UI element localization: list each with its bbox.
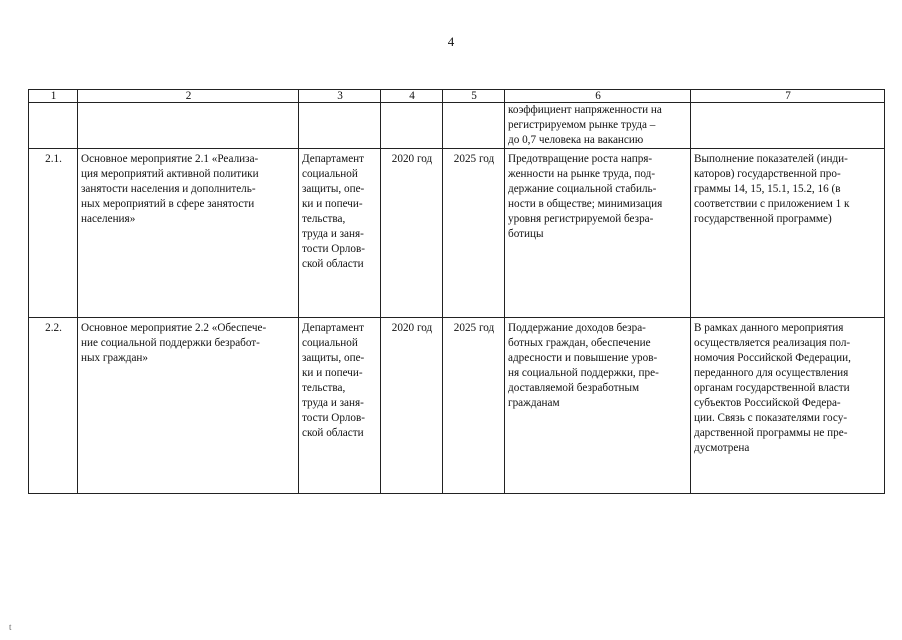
text-line: дусмотрена: [694, 442, 750, 454]
continuation-row: [29, 103, 885, 149]
text-line: тости Орлов-: [302, 412, 365, 424]
executor-cell: [299, 318, 381, 494]
text-line: адресности и повышение уров-: [508, 352, 658, 364]
text-line: осуществляется реализация пол-: [694, 337, 851, 349]
text-line: ция мероприятий активной политики: [81, 168, 259, 180]
header-col-1: 1: [29, 90, 78, 103]
text-line: Основное мероприятие 2.2 «Обеспече-: [81, 322, 267, 334]
text-line: ние социальной поддержки безработ-: [81, 337, 260, 349]
text-line: Департамент: [302, 153, 365, 165]
text-line: ки и попечи-: [302, 367, 363, 379]
text-line: до 0,7 человека на вакансию: [508, 134, 644, 146]
text-line: тельства,: [302, 213, 346, 225]
result-cell: [505, 318, 691, 494]
text-line: ня социальной поддержки, пре-: [508, 367, 659, 379]
text-line: держание социальной стабиль-: [508, 183, 657, 195]
text-line: Поддержание доходов безра-: [508, 322, 646, 334]
row-number: 2.2.: [29, 318, 78, 494]
text-line: тости Орлов-: [302, 243, 365, 255]
event-cell: [78, 149, 299, 318]
cont-cell-result: [505, 103, 691, 149]
program-table: [28, 89, 885, 494]
text-line: ской области: [302, 258, 364, 270]
text-line: В рамках данного мероприятия: [694, 322, 844, 334]
table-row-2-1: [29, 149, 885, 318]
end-year-cell: 2025 год: [443, 318, 505, 494]
header-col-6: 6: [505, 90, 691, 103]
text-line: гражданам: [508, 397, 560, 409]
table-header-row: [29, 90, 885, 103]
text-line: дарственной программы не пре-: [694, 427, 848, 439]
text-line: каторов) государственной про-: [694, 168, 841, 180]
text-line: Департамент: [302, 322, 365, 334]
text-line: соответствии с приложением 1 к: [694, 198, 850, 210]
text-line: коэффициент напряженности на: [508, 104, 662, 116]
text-line: государственной программе): [694, 213, 832, 225]
text-line: органам государственной власти: [694, 382, 850, 394]
text-line: уровня регистрируемой безра-: [508, 213, 654, 225]
cont-cell-1: [29, 103, 78, 149]
text-line: Выполнение показателей (инди-: [694, 153, 848, 165]
end-year-cell: 2025 год: [443, 149, 505, 318]
text-line: ботицы: [508, 228, 544, 240]
start-year-cell: 2020 год: [381, 318, 443, 494]
cont-cell-7: [691, 103, 885, 149]
header-col-7: 7: [691, 90, 885, 103]
text-line: защиты, опе-: [302, 352, 365, 364]
text-line: женности на рынке труда, под-: [508, 168, 656, 180]
text-line: субъектов Российской Федера-: [694, 397, 841, 409]
text-line: труда и заня-: [302, 397, 364, 409]
text-line: защиты, опе-: [302, 183, 365, 195]
text-line: ности в обществе; минимизация: [508, 198, 663, 210]
header-col-5: 5: [443, 90, 505, 103]
indicator-link-cell: [691, 318, 885, 494]
scan-stray-mark: t: [9, 622, 12, 632]
text-line: тельства,: [302, 382, 346, 394]
text-line: номочия Российской Федерации,: [694, 352, 851, 364]
start-year-cell: 2020 год: [381, 149, 443, 318]
event-cell: [78, 318, 299, 494]
text-line: ных мероприятий в сфере занятости: [81, 198, 255, 210]
cont-cell-5: [443, 103, 505, 149]
cont-cell-4: [381, 103, 443, 149]
text-line: переданного для осуществления: [694, 367, 849, 379]
text-line: Предотвращение роста напря-: [508, 153, 653, 165]
text-line: ботных граждан, обеспечение: [508, 337, 651, 349]
text-line: ции. Связь с показателями госу-: [694, 412, 848, 424]
text-line: занятости населения и дополнитель-: [81, 183, 256, 195]
indicator-link-cell: [691, 149, 885, 318]
header-col-4: 4: [381, 90, 443, 103]
text-line: ки и попечи-: [302, 198, 363, 210]
text-line: регистрируемом рынке труда –: [508, 119, 656, 131]
header-col-3: 3: [299, 90, 381, 103]
text-line: Основное мероприятие 2.1 «Реализа-: [81, 153, 259, 165]
row-number: 2.1.: [29, 149, 78, 318]
text-line: доставляемой безработным: [508, 382, 640, 394]
header-col-2: 2: [78, 90, 299, 103]
cont-cell-2: [78, 103, 299, 149]
page-number: 4: [447, 34, 455, 49]
text-line: населения»: [81, 213, 136, 225]
executor-cell: [299, 149, 381, 318]
text-line: социальной: [302, 168, 358, 180]
text-line: ных граждан»: [81, 352, 149, 364]
text-line: труда и заня-: [302, 228, 364, 240]
table-row-2-2: [29, 318, 885, 494]
text-line: граммы 14, 15, 15.1, 15.2, 16 (в: [694, 183, 841, 195]
text-line: ской области: [302, 427, 364, 439]
cont-cell-3: [299, 103, 381, 149]
result-cell: [505, 149, 691, 318]
text-line: социальной: [302, 337, 358, 349]
